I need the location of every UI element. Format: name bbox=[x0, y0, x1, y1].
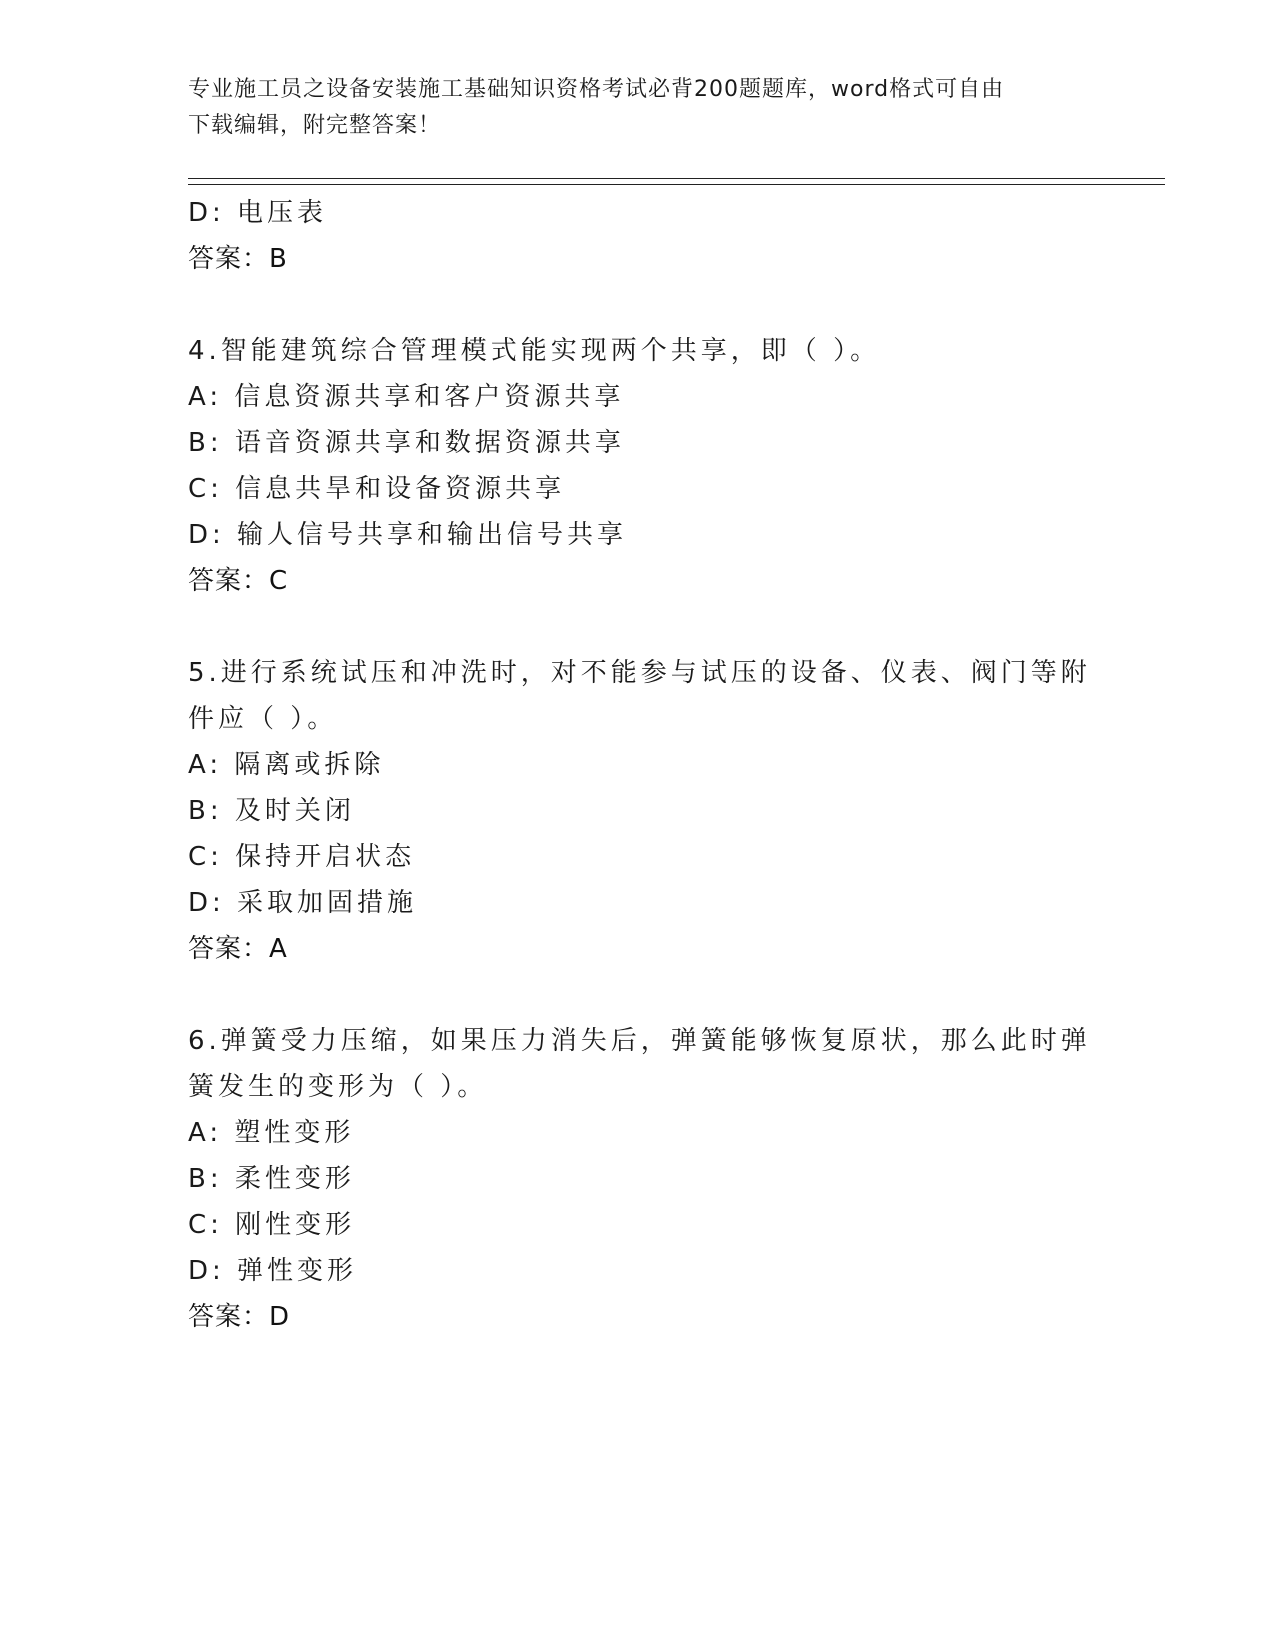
document-header bbox=[188, 72, 1088, 144]
answer: 答案：D bbox=[188, 1302, 291, 1332]
answer: 答案：C bbox=[188, 566, 289, 596]
option-d: D: 输人信号共享和输出信号共享 bbox=[188, 520, 628, 550]
option-d: D: 弹性变形 bbox=[188, 1256, 358, 1286]
question-stem: 5.进行系统试压和冲洗时，对不能参与试压的设备、仪表、阀门等附 bbox=[188, 658, 1091, 688]
question-stem-continued: 簧发生的变形为（ ）。 bbox=[188, 1072, 488, 1102]
question-stem: 6.弹簧受力压缩，如果压力消失后，弹簧能够恢复原状，那么此时弹 bbox=[188, 1026, 1091, 1056]
option-a: A: 塑性变形 bbox=[188, 1118, 355, 1148]
question-stem-continued: 件应（ ）。 bbox=[188, 704, 338, 734]
answer: 答案：B bbox=[188, 244, 288, 274]
option-b: B: 语音资源共享和数据资源共享 bbox=[188, 428, 625, 458]
option-b: B: 及时关闭 bbox=[188, 796, 355, 826]
spacer bbox=[188, 972, 1088, 1018]
spacer bbox=[188, 604, 1088, 650]
option-b: B: 柔性变形 bbox=[188, 1164, 355, 1194]
option-d: D: 采取加固措施 bbox=[188, 888, 418, 918]
header-divider-bottom bbox=[188, 184, 1165, 185]
question-5 bbox=[188, 650, 1091, 972]
question-6 bbox=[188, 1018, 1091, 1340]
header-line-1: 专业施工员之设备安装施工基础知识资格考试必背200题题库，word格式可自由 bbox=[188, 77, 1005, 102]
header-line-2: 下载编辑，附完整答案！ bbox=[188, 113, 442, 138]
question-list bbox=[188, 190, 1091, 1340]
answer: 答案：A bbox=[188, 934, 288, 964]
option-d: D: 电压表 bbox=[188, 198, 328, 228]
question-4 bbox=[188, 328, 1088, 604]
option-c: C: 信息共旱和设备资源共享 bbox=[188, 474, 566, 504]
option-c: C: 刚性变形 bbox=[188, 1210, 356, 1240]
spacer bbox=[188, 282, 1088, 328]
option-a: A: 隔离或拆除 bbox=[188, 750, 385, 780]
option-a: A: 信息资源共享和客户资源共享 bbox=[188, 382, 625, 412]
question-stem: 4.智能建筑综合管理模式能实现两个共享，即（ ）。 bbox=[188, 336, 881, 366]
question-3-tail bbox=[188, 190, 1088, 282]
header-divider-top bbox=[188, 178, 1165, 179]
option-c: C: 保持开启状态 bbox=[188, 842, 416, 872]
